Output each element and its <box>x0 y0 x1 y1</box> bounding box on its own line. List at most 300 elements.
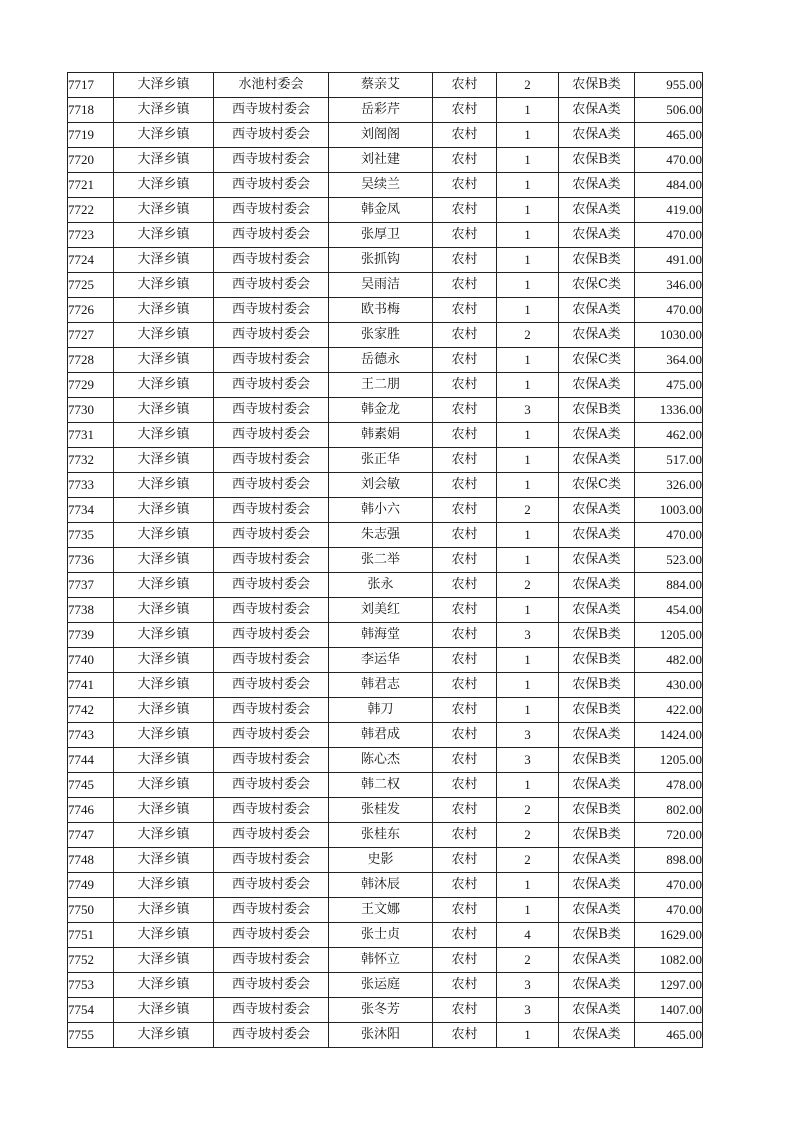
amount-cell: 523.00 <box>635 548 703 573</box>
row-number-cell: 7736 <box>68 548 114 573</box>
township-cell: 大泽乡镇 <box>114 698 214 723</box>
insurance-category-cell: 农保C类 <box>559 273 635 298</box>
household-count-cell: 1 <box>497 648 559 673</box>
insurance-category-cell: 农保B类 <box>559 698 635 723</box>
table-row <box>68 698 703 723</box>
village-committee-cell: 西寺坡村委会 <box>214 823 329 848</box>
township-cell: 大泽乡镇 <box>114 923 214 948</box>
village-committee-cell: 西寺坡村委会 <box>214 948 329 973</box>
household-count-cell: 2 <box>497 573 559 598</box>
person-name-cell: 张冬芳 <box>329 998 433 1023</box>
table-row <box>68 373 703 398</box>
township-cell: 大泽乡镇 <box>114 273 214 298</box>
area-type-cell: 农村 <box>433 348 497 373</box>
area-type-cell: 农村 <box>433 373 497 398</box>
insurance-category-cell: 农保B类 <box>559 398 635 423</box>
village-committee-cell: 西寺坡村委会 <box>214 623 329 648</box>
insurance-category-cell: 农保A类 <box>559 573 635 598</box>
insurance-category-cell: 农保B类 <box>559 648 635 673</box>
person-name-cell: 韩金龙 <box>329 398 433 423</box>
roster-table <box>67 72 703 1048</box>
person-name-cell: 张厚卫 <box>329 223 433 248</box>
row-number-cell: 7747 <box>68 823 114 848</box>
household-count-cell: 2 <box>497 948 559 973</box>
area-type-cell: 农村 <box>433 823 497 848</box>
area-type-cell: 农村 <box>433 548 497 573</box>
township-cell: 大泽乡镇 <box>114 798 214 823</box>
amount-cell: 475.00 <box>635 373 703 398</box>
person-name-cell: 张沐阳 <box>329 1023 433 1048</box>
household-count-cell: 2 <box>497 73 559 98</box>
village-committee-cell: 西寺坡村委会 <box>214 698 329 723</box>
village-committee-cell: 西寺坡村委会 <box>214 548 329 573</box>
person-name-cell: 韩刀 <box>329 698 433 723</box>
area-type-cell: 农村 <box>433 323 497 348</box>
township-cell: 大泽乡镇 <box>114 98 214 123</box>
village-committee-cell: 西寺坡村委会 <box>214 723 329 748</box>
village-committee-cell: 西寺坡村委会 <box>214 448 329 473</box>
table-row <box>68 73 703 98</box>
area-type-cell: 农村 <box>433 573 497 598</box>
insurance-category-cell: 农保A类 <box>559 98 635 123</box>
area-type-cell: 农村 <box>433 198 497 223</box>
village-committee-cell: 西寺坡村委会 <box>214 473 329 498</box>
township-cell: 大泽乡镇 <box>114 848 214 873</box>
amount-cell: 465.00 <box>635 123 703 148</box>
village-committee-cell: 西寺坡村委会 <box>214 573 329 598</box>
row-number-cell: 7718 <box>68 98 114 123</box>
amount-cell: 1205.00 <box>635 623 703 648</box>
household-count-cell: 1 <box>497 273 559 298</box>
amount-cell: 470.00 <box>635 523 703 548</box>
table-row <box>68 673 703 698</box>
township-cell: 大泽乡镇 <box>114 748 214 773</box>
table-row <box>68 748 703 773</box>
amount-cell: 1297.00 <box>635 973 703 998</box>
township-cell: 大泽乡镇 <box>114 498 214 523</box>
household-count-cell: 2 <box>497 798 559 823</box>
table-row <box>68 398 703 423</box>
person-name-cell: 张家胜 <box>329 323 433 348</box>
table-row <box>68 873 703 898</box>
household-count-cell: 1 <box>497 873 559 898</box>
amount-cell: 326.00 <box>635 473 703 498</box>
table-row <box>68 448 703 473</box>
township-cell: 大泽乡镇 <box>114 548 214 573</box>
row-number-cell: 7744 <box>68 748 114 773</box>
row-number-cell: 7721 <box>68 173 114 198</box>
area-type-cell: 农村 <box>433 273 497 298</box>
table-row <box>68 998 703 1023</box>
amount-cell: 1003.00 <box>635 498 703 523</box>
area-type-cell: 农村 <box>433 748 497 773</box>
table-row <box>68 573 703 598</box>
table-row <box>68 898 703 923</box>
village-committee-cell: 西寺坡村委会 <box>214 298 329 323</box>
village-committee-cell: 西寺坡村委会 <box>214 323 329 348</box>
village-committee-cell: 西寺坡村委会 <box>214 98 329 123</box>
person-name-cell: 张桂发 <box>329 798 433 823</box>
table-row <box>68 498 703 523</box>
insurance-category-cell: 农保B类 <box>559 248 635 273</box>
amount-cell: 484.00 <box>635 173 703 198</box>
village-committee-cell: 西寺坡村委会 <box>214 598 329 623</box>
amount-cell: 470.00 <box>635 298 703 323</box>
person-name-cell: 韩怀立 <box>329 948 433 973</box>
row-number-cell: 7732 <box>68 448 114 473</box>
amount-cell: 422.00 <box>635 698 703 723</box>
amount-cell: 465.00 <box>635 1023 703 1048</box>
amount-cell: 506.00 <box>635 98 703 123</box>
amount-cell: 898.00 <box>635 848 703 873</box>
insurance-category-cell: 农保A类 <box>559 423 635 448</box>
household-count-cell: 1 <box>497 673 559 698</box>
household-count-cell: 1 <box>497 198 559 223</box>
township-cell: 大泽乡镇 <box>114 973 214 998</box>
household-count-cell: 1 <box>497 298 559 323</box>
area-type-cell: 农村 <box>433 698 497 723</box>
township-cell: 大泽乡镇 <box>114 648 214 673</box>
row-number-cell: 7755 <box>68 1023 114 1048</box>
township-cell: 大泽乡镇 <box>114 523 214 548</box>
person-name-cell: 岳彩芹 <box>329 98 433 123</box>
amount-cell: 470.00 <box>635 148 703 173</box>
insurance-category-cell: 农保C类 <box>559 348 635 373</box>
amount-cell: 1336.00 <box>635 398 703 423</box>
insurance-category-cell: 农保B类 <box>559 623 635 648</box>
area-type-cell: 农村 <box>433 798 497 823</box>
amount-cell: 470.00 <box>635 873 703 898</box>
amount-cell: 491.00 <box>635 248 703 273</box>
insurance-category-cell: 农保A类 <box>559 848 635 873</box>
township-cell: 大泽乡镇 <box>114 723 214 748</box>
row-number-cell: 7735 <box>68 523 114 548</box>
amount-cell: 462.00 <box>635 423 703 448</box>
insurance-category-cell: 农保A类 <box>559 198 635 223</box>
township-cell: 大泽乡镇 <box>114 823 214 848</box>
amount-cell: 478.00 <box>635 773 703 798</box>
row-number-cell: 7720 <box>68 148 114 173</box>
row-number-cell: 7731 <box>68 423 114 448</box>
amount-cell: 1424.00 <box>635 723 703 748</box>
area-type-cell: 农村 <box>433 873 497 898</box>
area-type-cell: 农村 <box>433 248 497 273</box>
row-number-cell: 7754 <box>68 998 114 1023</box>
area-type-cell: 农村 <box>433 723 497 748</box>
person-name-cell: 岳德永 <box>329 348 433 373</box>
table-row <box>68 823 703 848</box>
amount-cell: 482.00 <box>635 648 703 673</box>
table-row <box>68 123 703 148</box>
township-cell: 大泽乡镇 <box>114 298 214 323</box>
table-row <box>68 348 703 373</box>
table-row <box>68 98 703 123</box>
person-name-cell: 张永 <box>329 573 433 598</box>
amount-cell: 470.00 <box>635 223 703 248</box>
table-row <box>68 623 703 648</box>
person-name-cell: 王二朋 <box>329 373 433 398</box>
insurance-category-cell: 农保A类 <box>559 548 635 573</box>
area-type-cell: 农村 <box>433 1023 497 1048</box>
table-row <box>68 273 703 298</box>
household-count-cell: 1 <box>497 148 559 173</box>
village-committee-cell: 西寺坡村委会 <box>214 348 329 373</box>
township-cell: 大泽乡镇 <box>114 573 214 598</box>
area-type-cell: 农村 <box>433 173 497 198</box>
village-committee-cell: 西寺坡村委会 <box>214 223 329 248</box>
person-name-cell: 刘会敏 <box>329 473 433 498</box>
row-number-cell: 7739 <box>68 623 114 648</box>
row-number-cell: 7740 <box>68 648 114 673</box>
area-type-cell: 农村 <box>433 298 497 323</box>
amount-cell: 364.00 <box>635 348 703 373</box>
row-number-cell: 7746 <box>68 798 114 823</box>
row-number-cell: 7737 <box>68 573 114 598</box>
amount-cell: 1205.00 <box>635 748 703 773</box>
insurance-category-cell: 农保B类 <box>559 748 635 773</box>
roster-body <box>68 73 703 1048</box>
table-row <box>68 773 703 798</box>
village-committee-cell: 西寺坡村委会 <box>214 123 329 148</box>
household-count-cell: 3 <box>497 623 559 648</box>
insurance-category-cell: 农保A类 <box>559 298 635 323</box>
insurance-category-cell: 农保A类 <box>559 723 635 748</box>
table-row <box>68 223 703 248</box>
person-name-cell: 朱志强 <box>329 523 433 548</box>
table-row <box>68 598 703 623</box>
township-cell: 大泽乡镇 <box>114 598 214 623</box>
household-count-cell: 1 <box>497 548 559 573</box>
area-type-cell: 农村 <box>433 498 497 523</box>
township-cell: 大泽乡镇 <box>114 473 214 498</box>
insurance-category-cell: 农保A类 <box>559 373 635 398</box>
area-type-cell: 农村 <box>433 898 497 923</box>
person-name-cell: 韩二权 <box>329 773 433 798</box>
township-cell: 大泽乡镇 <box>114 198 214 223</box>
village-committee-cell: 西寺坡村委会 <box>214 1023 329 1048</box>
township-cell: 大泽乡镇 <box>114 148 214 173</box>
insurance-category-cell: 农保A类 <box>559 998 635 1023</box>
person-name-cell: 韩君成 <box>329 723 433 748</box>
area-type-cell: 农村 <box>433 73 497 98</box>
person-name-cell: 张士贞 <box>329 923 433 948</box>
village-committee-cell: 西寺坡村委会 <box>214 798 329 823</box>
table-row <box>68 548 703 573</box>
area-type-cell: 农村 <box>433 123 497 148</box>
amount-cell: 346.00 <box>635 273 703 298</box>
person-name-cell: 张正华 <box>329 448 433 473</box>
household-count-cell: 3 <box>497 398 559 423</box>
amount-cell: 517.00 <box>635 448 703 473</box>
row-number-cell: 7749 <box>68 873 114 898</box>
row-number-cell: 7730 <box>68 398 114 423</box>
township-cell: 大泽乡镇 <box>114 898 214 923</box>
person-name-cell: 陈心杰 <box>329 748 433 773</box>
insurance-category-cell: 农保B类 <box>559 148 635 173</box>
village-committee-cell: 西寺坡村委会 <box>214 498 329 523</box>
person-name-cell: 张桂东 <box>329 823 433 848</box>
row-number-cell: 7745 <box>68 773 114 798</box>
amount-cell: 955.00 <box>635 73 703 98</box>
insurance-category-cell: 农保B类 <box>559 73 635 98</box>
table-row <box>68 948 703 973</box>
area-type-cell: 农村 <box>433 148 497 173</box>
insurance-category-cell: 农保A类 <box>559 323 635 348</box>
household-count-cell: 1 <box>497 123 559 148</box>
township-cell: 大泽乡镇 <box>114 873 214 898</box>
household-count-cell: 1 <box>497 248 559 273</box>
household-count-cell: 3 <box>497 723 559 748</box>
table-row <box>68 473 703 498</box>
household-count-cell: 1 <box>497 348 559 373</box>
insurance-category-cell: 农保A类 <box>559 448 635 473</box>
person-name-cell: 韩君志 <box>329 673 433 698</box>
township-cell: 大泽乡镇 <box>114 373 214 398</box>
amount-cell: 720.00 <box>635 823 703 848</box>
row-number-cell: 7719 <box>68 123 114 148</box>
household-count-cell: 2 <box>497 848 559 873</box>
amount-cell: 1030.00 <box>635 323 703 348</box>
person-name-cell: 刘美红 <box>329 598 433 623</box>
household-count-cell: 2 <box>497 323 559 348</box>
area-type-cell: 农村 <box>433 223 497 248</box>
insurance-category-cell: 农保B类 <box>559 823 635 848</box>
township-cell: 大泽乡镇 <box>114 73 214 98</box>
area-type-cell: 农村 <box>433 473 497 498</box>
row-number-cell: 7724 <box>68 248 114 273</box>
household-count-cell: 2 <box>497 823 559 848</box>
village-committee-cell: 西寺坡村委会 <box>214 398 329 423</box>
area-type-cell: 农村 <box>433 998 497 1023</box>
village-committee-cell: 西寺坡村委会 <box>214 773 329 798</box>
village-committee-cell: 西寺坡村委会 <box>214 373 329 398</box>
area-type-cell: 农村 <box>433 948 497 973</box>
township-cell: 大泽乡镇 <box>114 998 214 1023</box>
insurance-category-cell: 农保A类 <box>559 598 635 623</box>
household-count-cell: 1 <box>497 898 559 923</box>
household-count-cell: 2 <box>497 498 559 523</box>
row-number-cell: 7750 <box>68 898 114 923</box>
person-name-cell: 刘社建 <box>329 148 433 173</box>
household-count-cell: 1 <box>497 1023 559 1048</box>
person-name-cell: 韩海堂 <box>329 623 433 648</box>
insurance-category-cell: 农保B类 <box>559 923 635 948</box>
person-name-cell: 欧书梅 <box>329 298 433 323</box>
village-committee-cell: 西寺坡村委会 <box>214 923 329 948</box>
table-row <box>68 423 703 448</box>
area-type-cell: 农村 <box>433 648 497 673</box>
area-type-cell: 农村 <box>433 923 497 948</box>
household-count-cell: 3 <box>497 998 559 1023</box>
person-name-cell: 张运庭 <box>329 973 433 998</box>
person-name-cell: 刘阁阁 <box>329 123 433 148</box>
person-name-cell: 蔡亲艾 <box>329 73 433 98</box>
table-row <box>68 1023 703 1048</box>
person-name-cell: 王文娜 <box>329 898 433 923</box>
insurance-category-cell: 农保A类 <box>559 173 635 198</box>
household-count-cell: 1 <box>497 448 559 473</box>
amount-cell: 802.00 <box>635 798 703 823</box>
row-number-cell: 7726 <box>68 298 114 323</box>
row-number-cell: 7742 <box>68 698 114 723</box>
insurance-category-cell: 农保A类 <box>559 123 635 148</box>
village-committee-cell: 西寺坡村委会 <box>214 998 329 1023</box>
township-cell: 大泽乡镇 <box>114 773 214 798</box>
row-number-cell: 7734 <box>68 498 114 523</box>
household-count-cell: 1 <box>497 473 559 498</box>
household-count-cell: 3 <box>497 748 559 773</box>
area-type-cell: 农村 <box>433 423 497 448</box>
person-name-cell: 张抓钩 <box>329 248 433 273</box>
person-name-cell: 吴雨洁 <box>329 273 433 298</box>
table-row <box>68 248 703 273</box>
township-cell: 大泽乡镇 <box>114 323 214 348</box>
row-number-cell: 7748 <box>68 848 114 873</box>
area-type-cell: 农村 <box>433 523 497 548</box>
area-type-cell: 农村 <box>433 673 497 698</box>
row-number-cell: 7717 <box>68 73 114 98</box>
row-number-cell: 7722 <box>68 198 114 223</box>
person-name-cell: 吴续兰 <box>329 173 433 198</box>
insurance-category-cell: 农保A类 <box>559 773 635 798</box>
household-count-cell: 1 <box>497 373 559 398</box>
area-type-cell: 农村 <box>433 973 497 998</box>
insurance-category-cell: 农保A类 <box>559 223 635 248</box>
village-committee-cell: 西寺坡村委会 <box>214 198 329 223</box>
insurance-category-cell: 农保A类 <box>559 1023 635 1048</box>
insurance-category-cell: 农保A类 <box>559 973 635 998</box>
township-cell: 大泽乡镇 <box>114 398 214 423</box>
table-row <box>68 323 703 348</box>
village-committee-cell: 西寺坡村委会 <box>214 423 329 448</box>
amount-cell: 419.00 <box>635 198 703 223</box>
village-committee-cell: 西寺坡村委会 <box>214 973 329 998</box>
village-committee-cell: 西寺坡村委会 <box>214 673 329 698</box>
amount-cell: 1629.00 <box>635 923 703 948</box>
insurance-category-cell: 农保B类 <box>559 798 635 823</box>
row-number-cell: 7728 <box>68 348 114 373</box>
person-name-cell: 史影 <box>329 848 433 873</box>
person-name-cell: 韩素娟 <box>329 423 433 448</box>
person-name-cell: 韩沐辰 <box>329 873 433 898</box>
township-cell: 大泽乡镇 <box>114 448 214 473</box>
village-committee-cell: 西寺坡村委会 <box>214 648 329 673</box>
row-number-cell: 7723 <box>68 223 114 248</box>
amount-cell: 884.00 <box>635 573 703 598</box>
table-row <box>68 723 703 748</box>
insurance-category-cell: 农保A类 <box>559 898 635 923</box>
amount-cell: 454.00 <box>635 598 703 623</box>
table-row <box>68 148 703 173</box>
row-number-cell: 7743 <box>68 723 114 748</box>
insurance-category-cell: 农保A类 <box>559 523 635 548</box>
township-cell: 大泽乡镇 <box>114 123 214 148</box>
village-committee-cell: 西寺坡村委会 <box>214 898 329 923</box>
row-number-cell: 7751 <box>68 923 114 948</box>
row-number-cell: 7733 <box>68 473 114 498</box>
row-number-cell: 7729 <box>68 373 114 398</box>
amount-cell: 1082.00 <box>635 948 703 973</box>
insurance-category-cell: 农保A类 <box>559 873 635 898</box>
village-committee-cell: 西寺坡村委会 <box>214 148 329 173</box>
township-cell: 大泽乡镇 <box>114 948 214 973</box>
row-number-cell: 7725 <box>68 273 114 298</box>
row-number-cell: 7727 <box>68 323 114 348</box>
household-count-cell: 1 <box>497 173 559 198</box>
insurance-category-cell: 农保A类 <box>559 498 635 523</box>
amount-cell: 1407.00 <box>635 998 703 1023</box>
area-type-cell: 农村 <box>433 398 497 423</box>
